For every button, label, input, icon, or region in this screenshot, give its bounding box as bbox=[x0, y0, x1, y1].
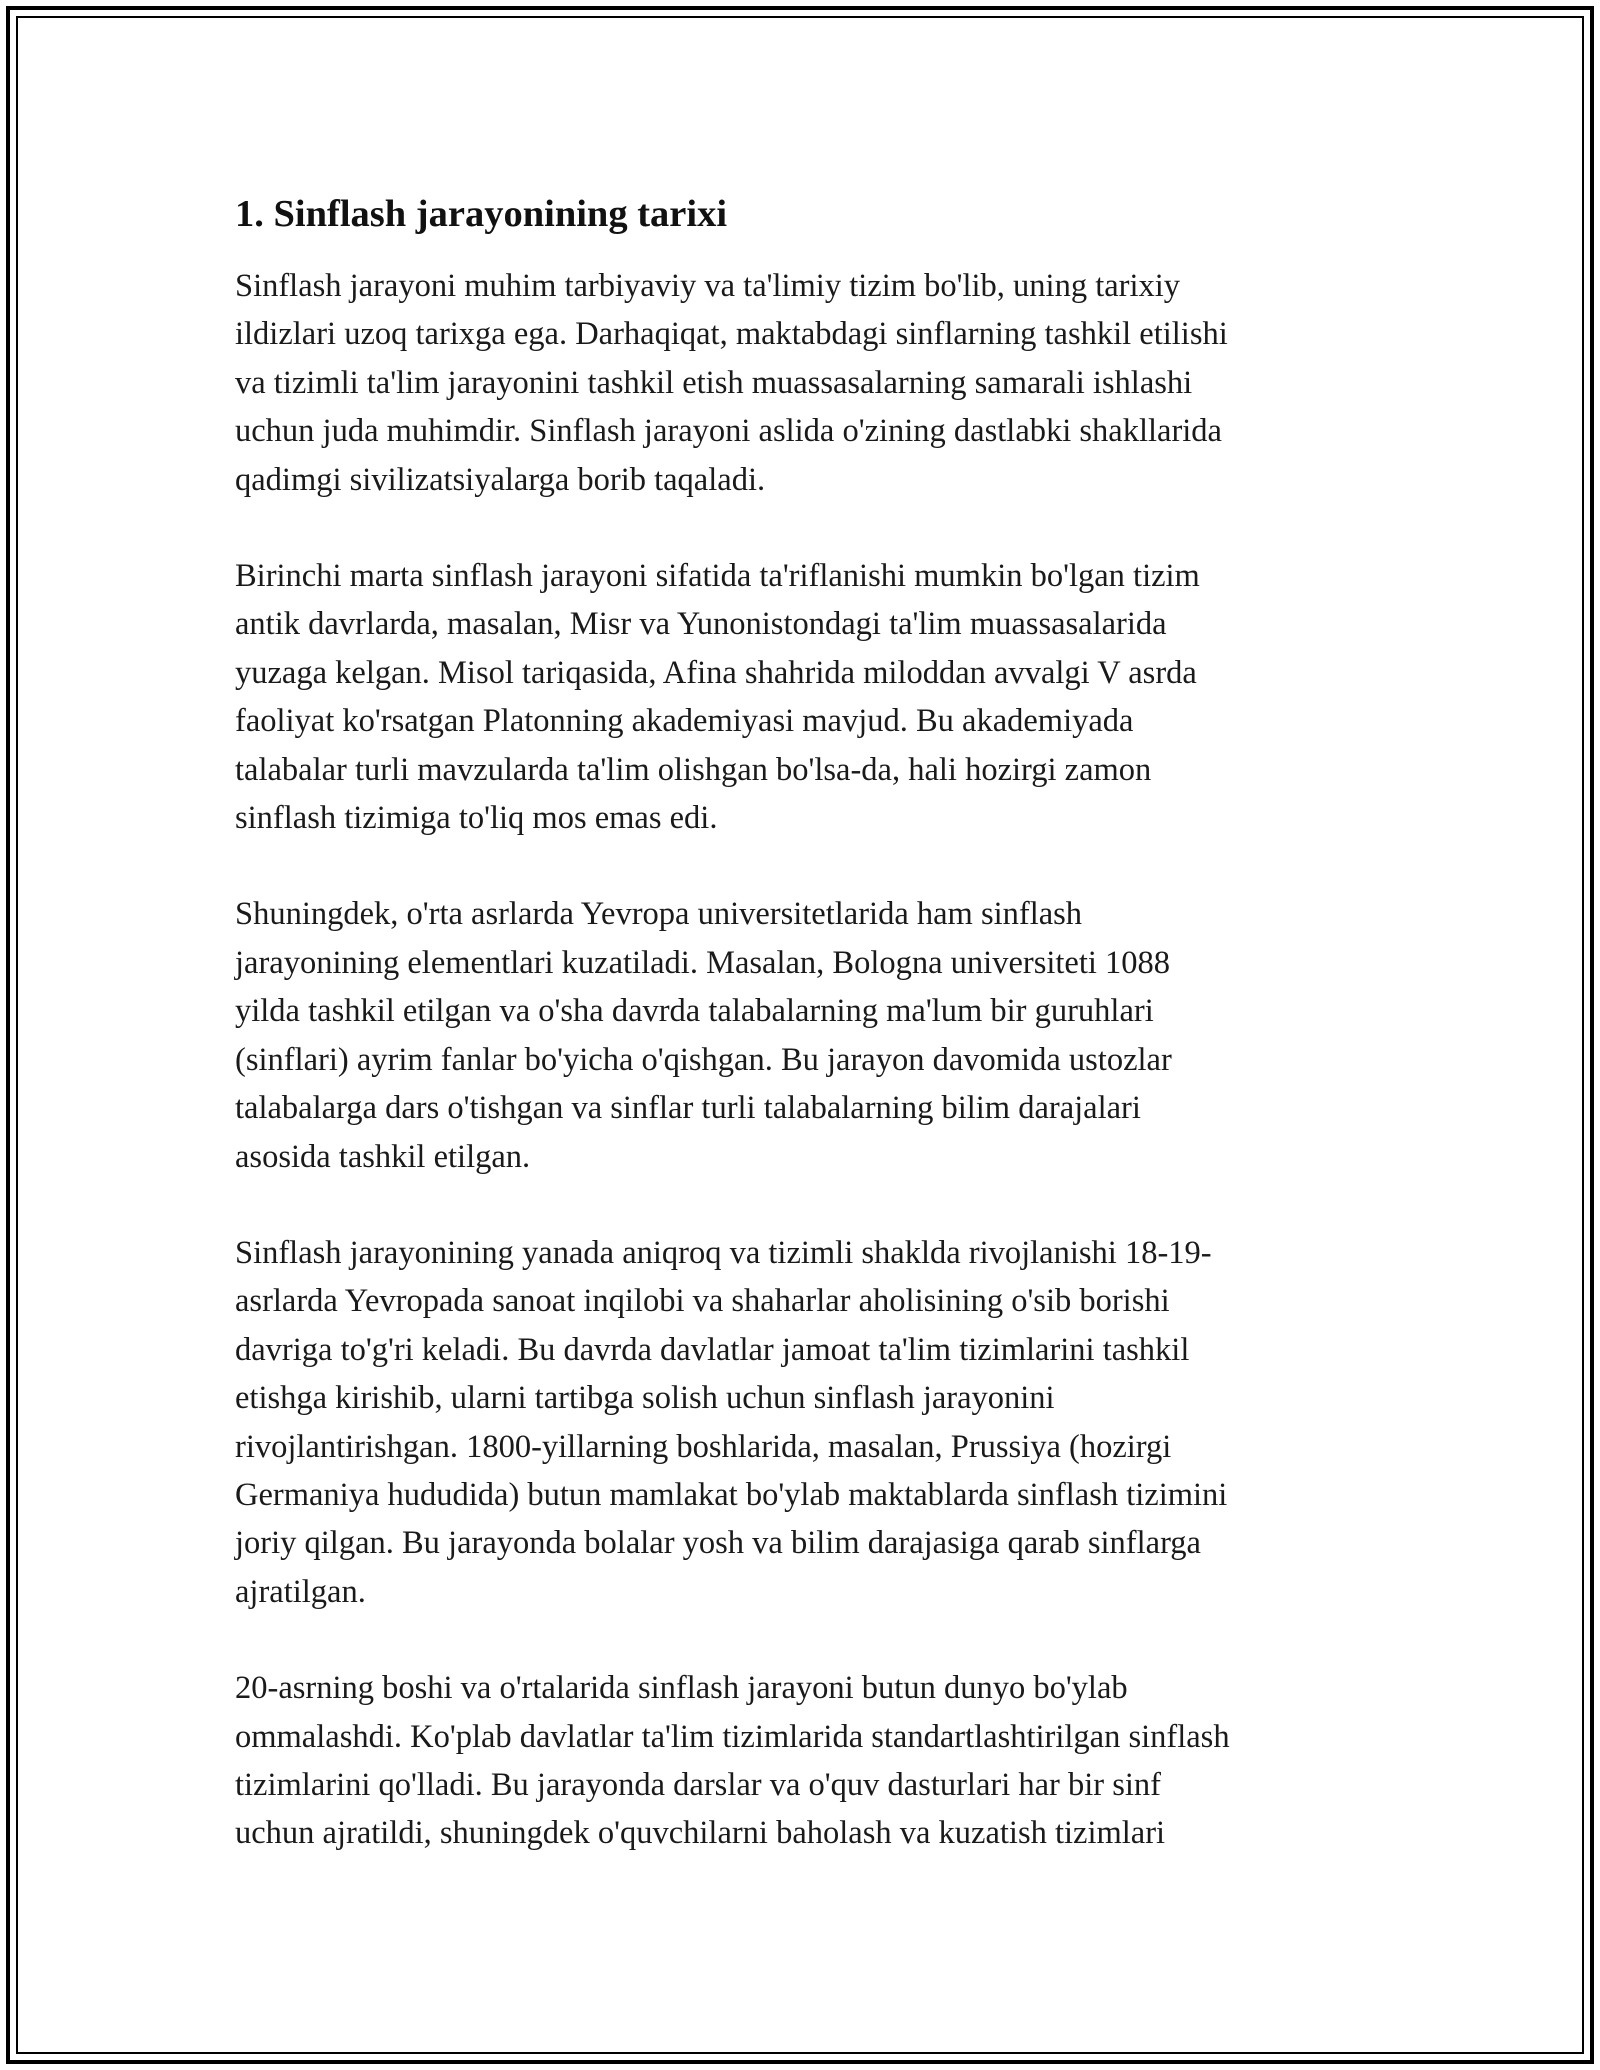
section-heading: 1. Sinflash jarayonining tarixi bbox=[235, 193, 728, 235]
paragraph-5: 20-asrning boshi va o'rtalarida sinflash jarayoni butun dunyo bo'ylab ommalashdi. Ko'plab davlatlar ta'lim tizimlarida standartlashtirilgan sinflash tizimlarini qo'lladi. Bu jarayonda darslar va o'quv dasturlari har bir sinf uchun ajratildi, shuningdek o'quvchilarni baholash va kuzatish tizimlari bbox=[235, 1670, 1230, 1852]
document-body bbox=[235, 186, 1365, 1906]
paragraph-1: Sinflash jarayoni muhim tarbiyaviy va ta'limiy tizim bo'lib, uning tarixiy ildizlari uzoq tarixga ega. Darhaqiqat, maktabdagi sinflarning tashkil etilishi va tizimli ta'lim jarayonini tashkil etish muassasalarning samarali ishlashi uchun juda muhimdir. Sinflash jarayoni aslida o'zining dastlabki shakllarida qadimgi sivilizatsiyalarga borib taqaladi. bbox=[235, 268, 1228, 498]
paragraph-4: Sinflash jarayonining yanada aniqroq va tizimli shaklda rivojlanishi 18-19- asrlarda Yevropada sanoat inqilobi va shaharlar aholisining o'sib borishi davriga to'g'ri keladi. Bu davrda davlatlar jamoat ta'lim tizimlarini tashkil etishga kirishib, ularni tartibga solish uchun sinflash jarayonini rivojlantirishgan. 1800-yillarning boshlarida, masalan, Prussiya (hozirgi Germaniya hududida) butun mamlakat bo'ylab maktablarda sinflash tizimini joriy qilgan. Bu jarayonda bolalar yosh va bilim darajasiga qarab sinflarga ajratilgan. bbox=[235, 1234, 1228, 1610]
paragraph-3: Shuningdek, o'rta asrlarda Yevropa universitetlarida ham sinflash jarayonining elementlari kuzatiladi. Masalan, Bologna universiteti 1088 yilda tashkil etilgan va o'sha davrda talabalarning ma'lum bir guruhlari (sinflari) ayrim fanlar bo'yicha o'qishgan. Bu jarayon davomida ustozlar talabalarga dars o'tishgan va sinflar turli talabalarning bilim darajalari asosida tashkil etilgan. bbox=[235, 896, 1172, 1175]
paragraph-2: Birinchi marta sinflash jarayoni sifatida ta'riflanishi mumkin bo'lgan tizim antik davrlarda, masalan, Misr va Yunonistondagi ta'lim muassasalarida yuzaga kelgan. Misol tariqasida, Afina shahrida miloddan avvalgi V asrda faoliyat ko'rsatgan Platonning akademiyasi mavjud. Bu akademiyada talabalar turli mavzularda ta'lim olishgan bo'lsa-da, hali hozirgi zamon sinflash tizimiga to'liq mos emas edi. bbox=[235, 558, 1200, 837]
